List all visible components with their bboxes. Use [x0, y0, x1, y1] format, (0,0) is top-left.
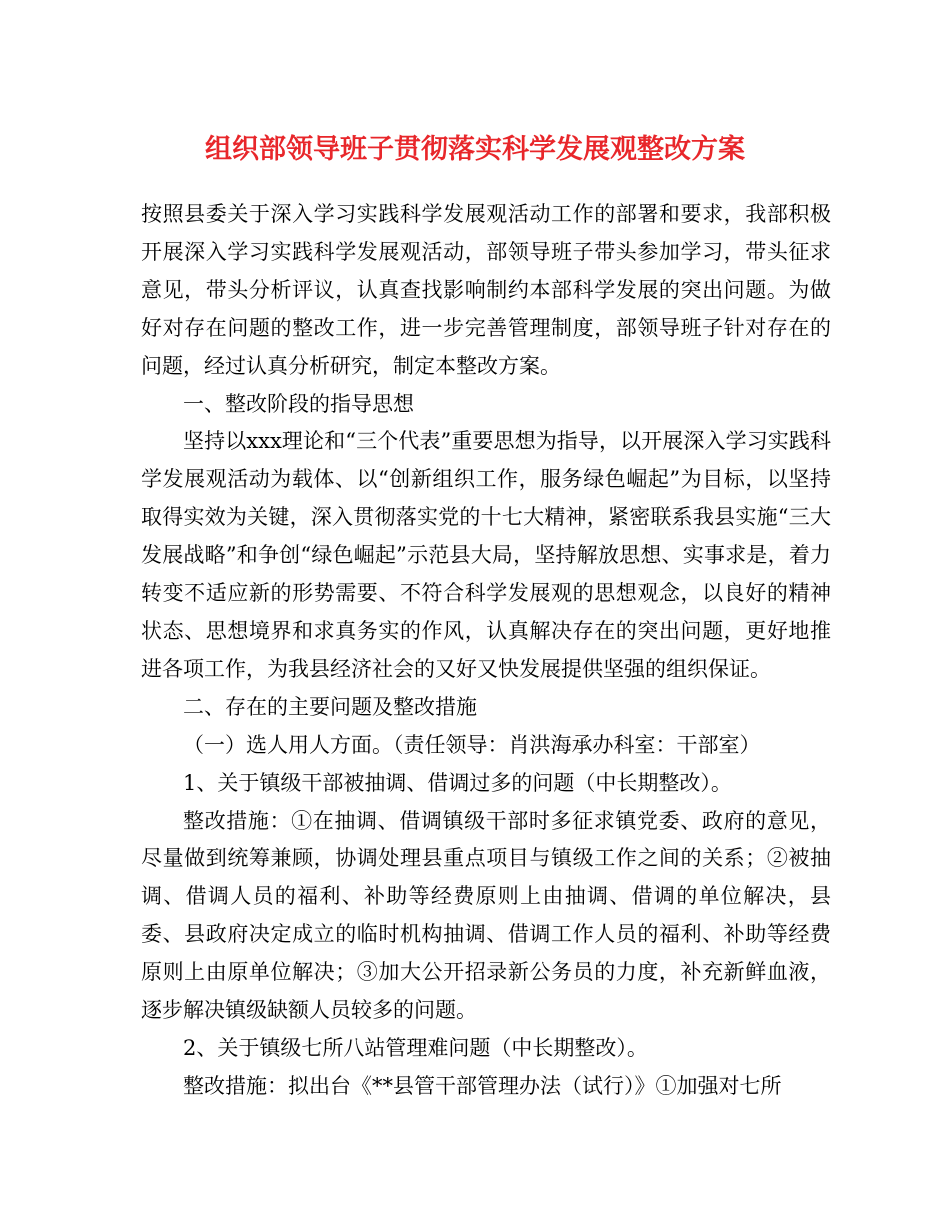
paragraph-intro: 按照县委关于深入学习实践科学发展观活动工作的部署和要求，我部积极开展深入学习实践科学发展观活动，部领导班子带头参加学习，带头征求意见，带头分析评议，认真查找影响制约本部科学发展的突出问题。为做好对存在问题的整改工作，进一步完善管理制度，部领导班子针对存在的问题，经过认真分析研究，制定本整改方案。 — [141, 202, 831, 378]
subheading-personnel: （一）选人用人方面。（责任领导：肖洪海承办科室：干部室） — [183, 732, 761, 757]
item-2-heading: 2、关于镇级七所八站管理难问题（中长期整改）。 — [183, 1035, 648, 1060]
document-title: 组织部领导班子贯彻落实科学发展观整改方案 — [205, 134, 745, 165]
item-1-heading: 1、关于镇级干部被抽调、借调过多的问题（中长期整改）。 — [183, 770, 732, 795]
heading-main-problems: 二、存在的主要问题及整改措施 — [183, 694, 477, 719]
item-1-measures: 整改措施：①在抽调、借调镇级干部时多征求镇党委、政府的意见，尽量做到统筹兼顾，协调处理县重点项目与镇级工作之间的关系；②被抽调、借调人员的福利、补助等经费原则上由抽调、借调的单位解决，县委、县政府决定成立的临时机构抽调、借调工作人员的福利、补助等经费原则上由原单位解决；③加大公开招录新公务员的力度，补充新鲜血液，逐步解决镇级缺额人员较多的问题。 — [141, 808, 831, 1023]
paragraph-guiding-thought: 坚持以xxx理论和“三个代表”重要思想为指导，以开展深入学习实践科学发展观活动为载体、以“创新组织工作，服务绿色崛起”为目标，以坚持取得实效为关键，深入贯彻落实党的十七大精神，紧密联系我县实施“三大发展战略”和争创“绿色崛起”示范县大局，坚持解放思想、实事求是，着力转变不适应新的形势需要、不符合科学发展观的思想观念，以良好的精神状态、思想境界和求真务实的作风，认真解决存在的突出问题，更好地推进各项工作，为我县经济社会的又好又快发展提供坚强的组织保证。 — [141, 429, 831, 681]
item-2-measures: 整改措施：拟出台《**县管干部管理办法（试行）》①加强对七所 — [183, 1073, 782, 1098]
document-body — [141, 196, 831, 1106]
heading-guiding-thought: 一、整改阶段的指导思想 — [183, 391, 414, 416]
